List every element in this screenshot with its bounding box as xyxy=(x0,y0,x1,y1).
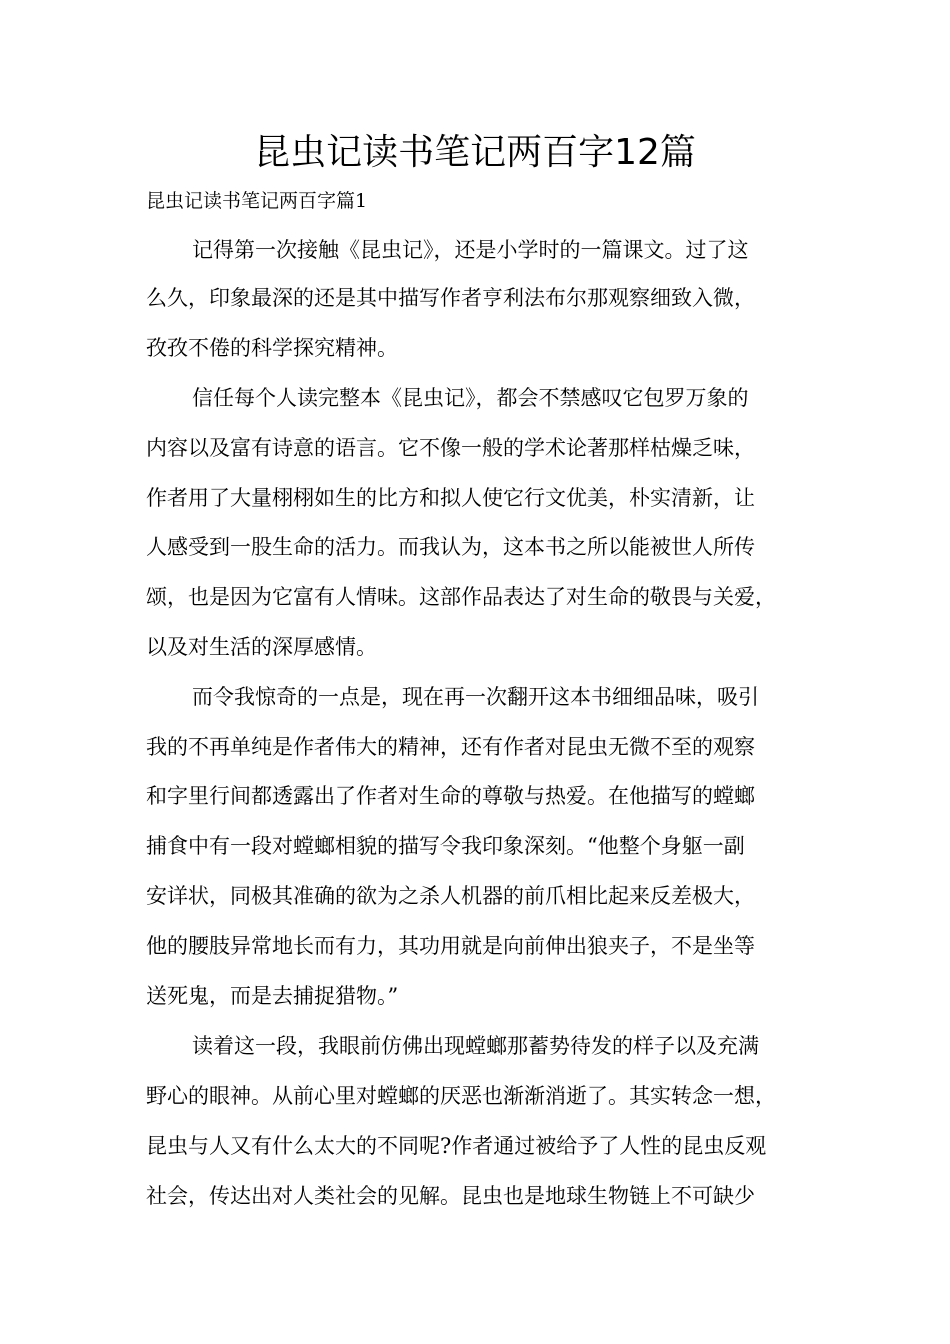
paragraph-line: 安详状，同极其准确的欲为之杀人机器的前爪相比起来反差极大， xyxy=(146,884,755,908)
paragraph-line: 野心的眼神。从前心里对螳螂的厌恶也渐渐消逝了。其实转念一想， xyxy=(146,1084,776,1108)
paragraph-line: 他的腰肢异常地长而有力，其功用就是向前伸出狼夹子，不是坐等 xyxy=(146,934,755,958)
paragraph-line: 么久，印象最深的还是其中描写作者亨利法布尔那观察细致入微， xyxy=(146,286,755,310)
paragraph-line: 记得第一次接触《昆虫记》，还是小学时的一篇课文。过了这 xyxy=(192,238,749,262)
paragraph-line: 而令我惊奇的一点是，现在再一次翻开这本书细细品味，吸引 xyxy=(192,685,759,709)
paragraph-line: 我的不再单纯是作者伟大的精神，还有作者对昆虫无微不至的观察 xyxy=(146,735,755,759)
paragraph-line: 作者用了大量栩栩如生的比方和拟人使它行文优美，朴实清新，让 xyxy=(146,486,755,510)
paragraph-line: 孜孜不倦的科学探究精神。 xyxy=(146,336,398,360)
paragraph-line: 读着这一段，我眼前仿佛出现螳螂那蓄势待发的样子以及充满 xyxy=(192,1034,759,1058)
section-heading: 昆虫记读书笔记两百字篇1 xyxy=(146,190,368,212)
paragraph-line: 捕食中有一段对螳螂相貌的描写令我印象深刻。“他整个身躯一副 xyxy=(146,834,745,858)
paragraph-line: 颂，也是因为它富有人情味。这部作品表达了对生命的敬畏与关爱， xyxy=(146,585,776,609)
paragraph-line: 信任每个人读完整本《昆虫记》，都会不禁感叹它包罗万象的 xyxy=(192,386,749,410)
paragraph-line: 和字里行间都透露出了作者对生命的尊敬与热爱。在他描写的螳螂 xyxy=(146,784,755,808)
paragraph-line: 人感受到一股生命的活力。而我认为，这本书之所以能被世人所传 xyxy=(146,535,755,559)
paragraph-line: 昆虫与人又有什么太大的不同呢?作者通过被给予了人性的昆虫反观 xyxy=(146,1134,767,1158)
paragraph-line: 以及对生活的深厚感情。 xyxy=(146,635,377,659)
paragraph-line: 送死鬼，而是去捕捉猎物。” xyxy=(146,984,399,1008)
paragraph-line: 社会，传达出对人类社会的见解。昆虫也是地球生物链上不可缺少 xyxy=(146,1184,755,1208)
paragraph-line: 内容以及富有诗意的语言。它不像一般的学术论著那样枯燥乏味， xyxy=(146,436,755,460)
document-title: 昆虫记读书笔记两百字12篇 xyxy=(254,132,696,173)
